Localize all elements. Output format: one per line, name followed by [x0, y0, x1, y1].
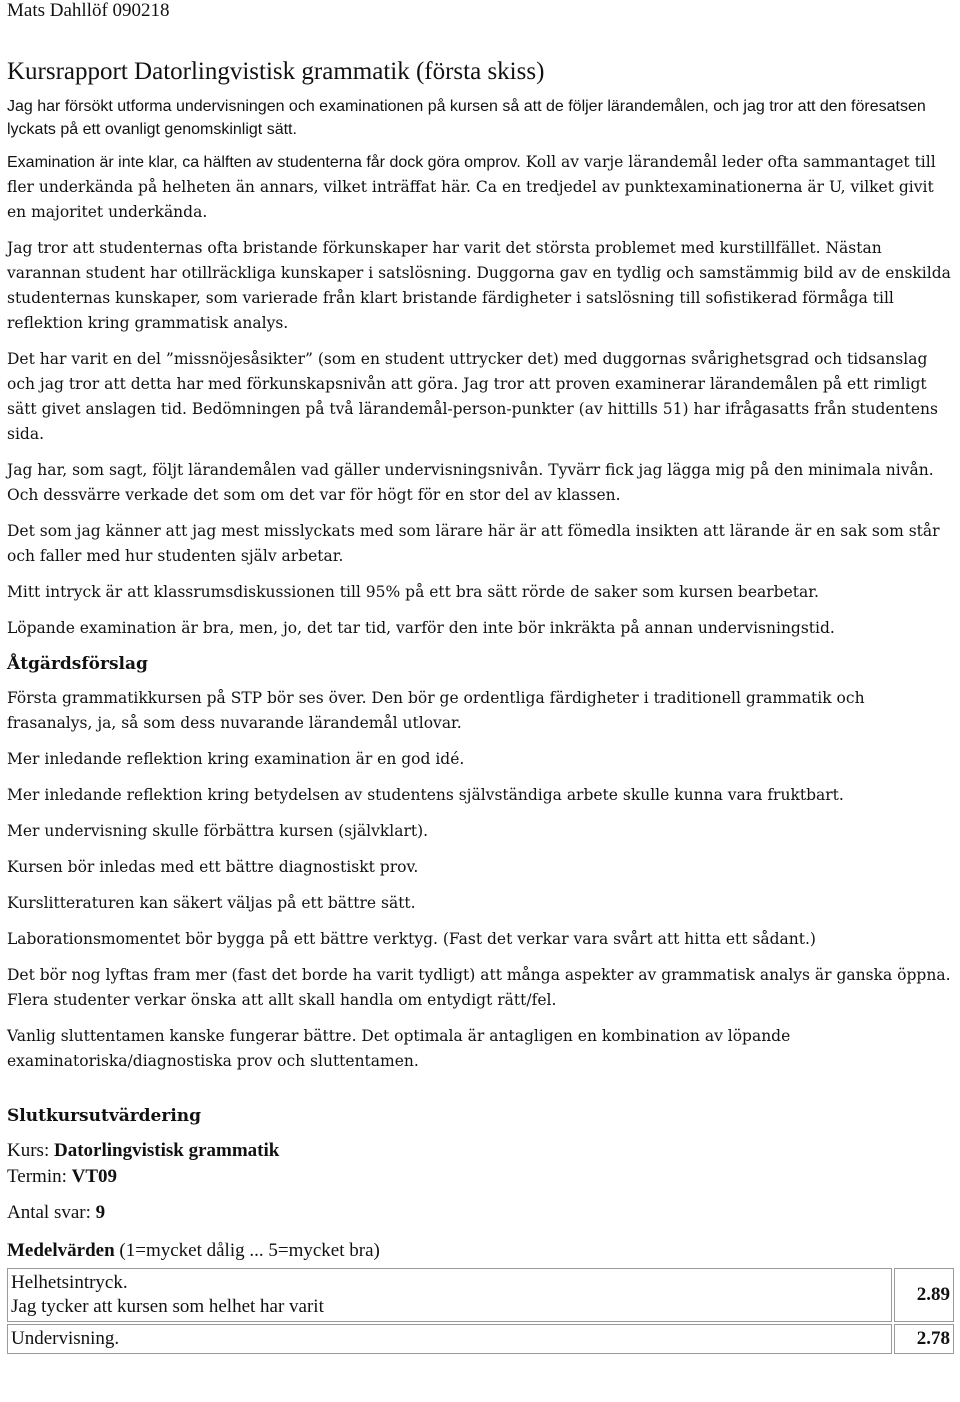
examination-paragraph — [7, 150, 953, 225]
examination-status-text: Examination är inte klar, ca hälften av studenterna får dock göra omprov. — [7, 154, 521, 171]
term-label: Termin: — [7, 1166, 72, 1187]
question-text: Jag tycker att kursen som helhet har varit — [11, 1296, 324, 1317]
document-page — [7, 0, 953, 1356]
course-line — [7, 1138, 953, 1164]
means-scale: (1=mycket dålig ... 5=mycket bra) — [114, 1240, 380, 1261]
body-paragraph: Löpande examination är bra, men, jo, det tar tid, varför den inte bör inkräkta på annan undervisningstid. — [7, 619, 835, 637]
body-paragraph: Det som jag känner att jag mest misslyckats med som lärare här är att fömedla insikten att lärande är en sak som står och faller med hur studenten själv arbetar. — [7, 522, 940, 565]
page-title: Kursrapport Datorlingvistisk grammatik (första skiss) — [7, 58, 545, 85]
table-row — [7, 1268, 954, 1322]
body-paragraph: Jag har, som sagt, följt lärandemålen vad gäller undervisningsnivån. Tyvärr fick jag lägga mig på den minimala nivån. Och dessvärre verkade det som om det var för högt för en stor del av klassen. — [7, 461, 934, 504]
response-count-line — [7, 1200, 953, 1226]
action-item: Första grammatikkursen på STP bör ses över. Den bör ge ordentliga färdigheter i traditionell grammatik och frasanalys, ja, så som dess nuvarande lärandemål utlovar. — [7, 689, 865, 732]
action-item: Mer undervisning skulle förbättra kursen (självklart). — [7, 822, 429, 840]
body-paragraph: Mitt intryck är att klassrumsdiskussionen till 95% på ett bra sätt rörde de saker som kursen bearbetar. — [7, 583, 819, 601]
course-value: Datorlingvistisk grammatik — [53, 1140, 280, 1161]
table-row — [7, 1324, 954, 1354]
scores-table — [5, 1266, 956, 1356]
term-value: VT09 — [71, 1166, 118, 1187]
evaluation-heading: Slutkursutvärdering — [7, 1106, 202, 1126]
action-item: Mer inledande reflektion kring betydelsen av studentens självständiga arbete skulle kunna vara fruktbart. — [7, 786, 844, 804]
response-count-value: 9 — [95, 1202, 106, 1223]
question-cell — [7, 1324, 892, 1354]
intro-paragraph: Jag har försökt utforma undervisningen och examinationen på kursen så att de följer lärandemålen, och jag tror att den föresatsen lyckats på ett ovanligt genomskinligt sätt. — [7, 98, 926, 138]
action-item: Laborationsmomentet bör bygga på ett bättre verktyg. (Fast det verkar vara svårt att hitta ett sådant.) — [7, 930, 816, 948]
action-item: Kursen bör inledas med ett bättre diagnostiskt prov. — [7, 858, 419, 876]
course-label: Kurs: — [7, 1140, 54, 1161]
term-line — [7, 1164, 953, 1190]
question-title: Undervisning. — [11, 1328, 120, 1349]
question-cell — [7, 1268, 892, 1322]
body-paragraph: Det har varit en del ”missnöjesåsikter” (som en student uttrycker det) med duggornas svårighetsgrad och tidsanslag och jag tror att detta har med förkunskapsnivån att göra. Jag tror att proven examinerar lärandemålen på ett rimligt sätt givet anslagen tid. Bedömningen på två lärandemål-person-punkter (av hittills 51) har ifrågasatts från studentens sida. — [7, 350, 938, 443]
examination-detail-text: Koll av varje lärandemål leder ofta sammantaget till fler underkända på helheten än annars, vilket inträffat här. Ca en tredjedel av punktexaminationerna är U, vilket givit en majoritet underkända. — [7, 153, 936, 221]
action-item: Mer inledande reflektion kring examination är en god idé. — [7, 750, 465, 768]
action-item: Det bör nog lyftas fram mer (fast det borde ha varit tydligt) att många aspekter av grammatisk analys är ganska öppna. Flera studenter verkar önska att allt skall handla om entydigt rätt/fel. — [7, 966, 951, 1009]
actions-heading: Åtgärdsförslag — [7, 654, 148, 674]
means-label: Medelvärden — [7, 1240, 115, 1261]
response-count-label: Antal svar: — [7, 1202, 96, 1223]
body-paragraph: Jag tror att studenternas ofta bristande förkunskaper har varit det största problemet med kurstillfället. Nästan varannan student har otillräckliga kunskaper i satslösning. Duggorna gav en tydlig och samstämmig bild av de enskilda studenternas kunskaper, som varierade från klart bristande färdigheter i satslösning till sofistikerad förmåga till reflektion kring grammatisk analys. — [7, 239, 951, 332]
means-line — [7, 1238, 953, 1264]
score-value: 2.89 — [894, 1268, 954, 1322]
action-item: Kurslitteraturen kan säkert väljas på ett bättre sätt. — [7, 894, 416, 912]
question-title: Helhetsintryck. — [11, 1272, 128, 1293]
action-item: Vanlig sluttentamen kanske fungerar bättre. Det optimala är antagligen en kombination av löpande examinatoriska/diagnostiska prov och sluttentamen. — [7, 1027, 791, 1070]
score-value: 2.78 — [894, 1324, 954, 1354]
author-date-header: Mats Dahllöf 090218 — [7, 0, 170, 21]
